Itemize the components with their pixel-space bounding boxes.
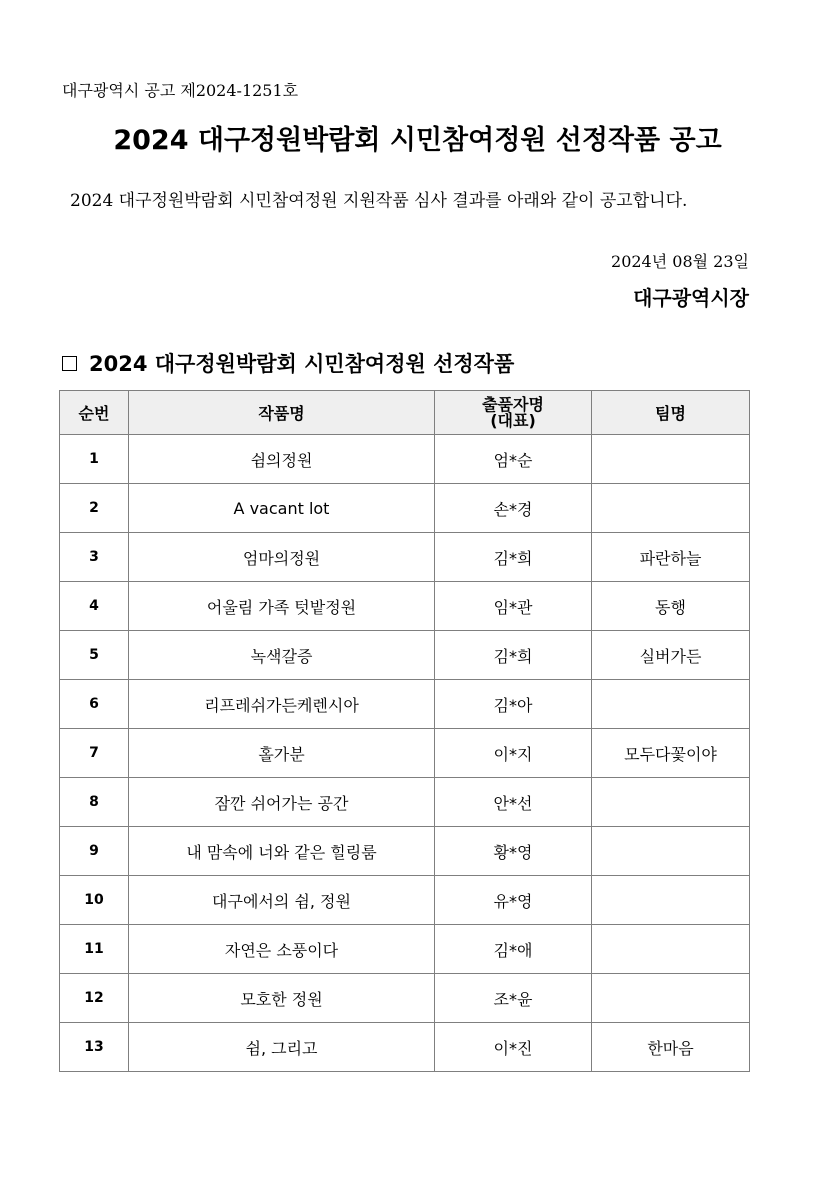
- table-header-row: [60, 391, 750, 435]
- cell-team: [592, 680, 750, 729]
- notice-number: 대구광역시 공고 제2024-1251호: [62, 81, 299, 100]
- table-row: [60, 876, 750, 925]
- table-row: [60, 925, 750, 974]
- cell-team: 동행: [592, 582, 750, 631]
- cell-title: 쉼의정원: [129, 435, 435, 484]
- cell-no: 9: [60, 827, 129, 876]
- cell-team: [592, 827, 750, 876]
- cell-team: [592, 484, 750, 533]
- table-row: [60, 974, 750, 1023]
- cell-title: 엄마의정원: [129, 533, 435, 582]
- cell-title: 잠깐 쉬어가는 공간: [129, 778, 435, 827]
- cell-team: [592, 778, 750, 827]
- notice-date: 2024년 08월 23일: [611, 252, 749, 271]
- cell-title: A vacant lot: [129, 484, 435, 533]
- cell-author: 안*선: [435, 778, 592, 827]
- cell-no: 10: [60, 876, 129, 925]
- cell-no: 13: [60, 1023, 129, 1072]
- cell-no: 5: [60, 631, 129, 680]
- table-row: [60, 582, 750, 631]
- section-heading-text: 2024 대구정원박람회 시민참여정원 선정작품: [89, 352, 515, 376]
- cell-author: 김*희: [435, 631, 592, 680]
- cell-author: 김*희: [435, 533, 592, 582]
- cell-title: 자연은 소풍이다: [129, 925, 435, 974]
- header-no: 순번: [60, 391, 129, 435]
- cell-team: 한마음: [592, 1023, 750, 1072]
- issuer-name: 대구광역시장: [633, 286, 749, 310]
- cell-no: 7: [60, 729, 129, 778]
- cell-title: 녹색갈증: [129, 631, 435, 680]
- table-row: [60, 435, 750, 484]
- section-heading: [62, 348, 514, 378]
- document-title: 2024 대구정원박람회 시민참여정원 선정작품 공고: [113, 125, 722, 156]
- header-author-line1: 출품자명: [482, 394, 544, 414]
- table-row: [60, 1023, 750, 1072]
- cell-title: 쉼, 그리고: [129, 1023, 435, 1072]
- table-row: [60, 484, 750, 533]
- cell-no: 11: [60, 925, 129, 974]
- cell-team: [592, 974, 750, 1023]
- cell-no: 1: [60, 435, 129, 484]
- cell-author: 손*경: [435, 484, 592, 533]
- cell-author: 김*애: [435, 925, 592, 974]
- cell-author: 김*아: [435, 680, 592, 729]
- cell-title: 내 맘속에 너와 같은 힐링룸: [129, 827, 435, 876]
- cell-title: 대구에서의 쉼, 정원: [129, 876, 435, 925]
- cell-author: 유*영: [435, 876, 592, 925]
- cell-title: 모호한 정원: [129, 974, 435, 1023]
- cell-team: 파란하늘: [592, 533, 750, 582]
- table-row: [60, 680, 750, 729]
- cell-title: 홀가분: [129, 729, 435, 778]
- table-row: [60, 827, 750, 876]
- header-author: [435, 391, 592, 435]
- cell-team: 실버가든: [592, 631, 750, 680]
- cell-author: 황*영: [435, 827, 592, 876]
- cell-no: 12: [60, 974, 129, 1023]
- cell-author: 이*지: [435, 729, 592, 778]
- cell-team: 모두다꽃이야: [592, 729, 750, 778]
- table-row: [60, 533, 750, 582]
- selected-works-table: [59, 390, 750, 1072]
- table-row: [60, 631, 750, 680]
- cell-no: 6: [60, 680, 129, 729]
- header-title: 작품명: [129, 391, 435, 435]
- cell-author: 엄*순: [435, 435, 592, 484]
- cell-title: 어울림 가족 텃밭정원: [129, 582, 435, 631]
- cell-team: [592, 876, 750, 925]
- cell-no: 4: [60, 582, 129, 631]
- header-team: 팀명: [592, 391, 750, 435]
- cell-team: [592, 435, 750, 484]
- cell-title: 리프레쉬가든케렌시아: [129, 680, 435, 729]
- cell-team: [592, 925, 750, 974]
- cell-author: 임*관: [435, 582, 592, 631]
- cell-no: 3: [60, 533, 129, 582]
- intro-text: 2024 대구정원박람회 시민참여정원 지원작품 심사 결과를 아래와 같이 공고합니다.: [70, 191, 688, 211]
- table-row: [60, 778, 750, 827]
- cell-author: 조*윤: [435, 974, 592, 1023]
- cell-author: 이*진: [435, 1023, 592, 1072]
- cell-no: 2: [60, 484, 129, 533]
- header-author-line2: (대표): [490, 410, 536, 430]
- cell-no: 8: [60, 778, 129, 827]
- checkbox-icon: [62, 356, 77, 371]
- table-row: [60, 729, 750, 778]
